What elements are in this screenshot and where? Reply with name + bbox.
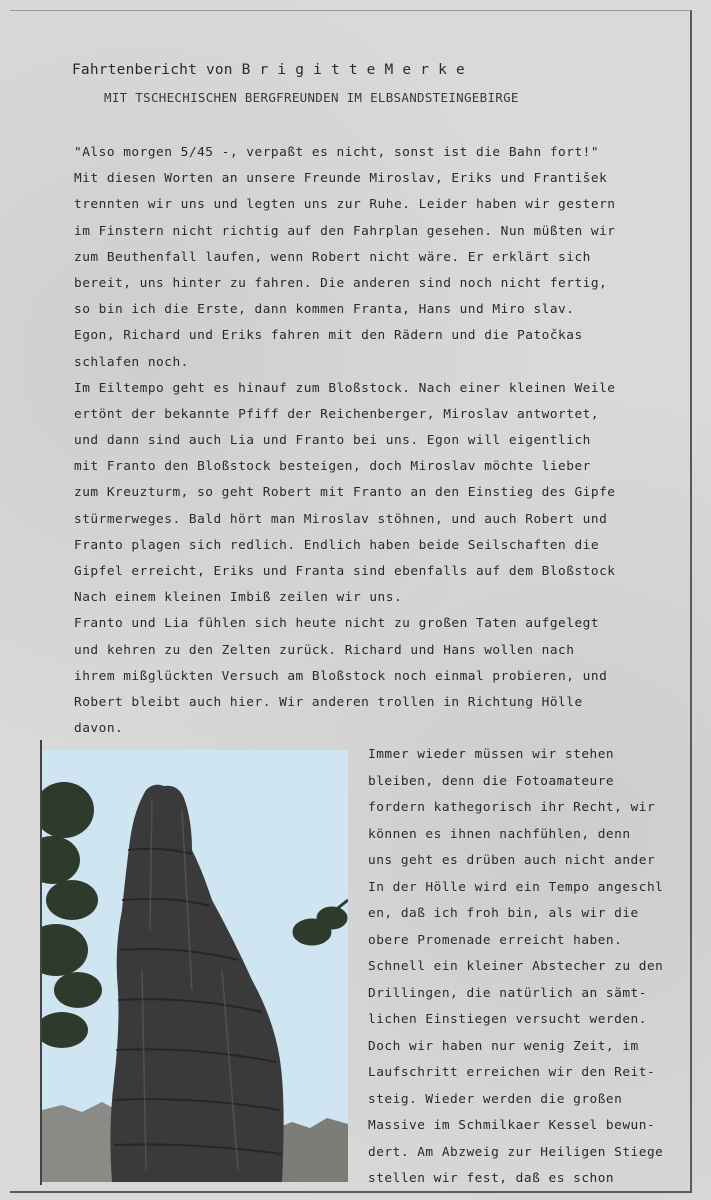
text-line: stürmerweges. Bald hört man Miroslav stöhnen, und auch Robert und [74, 511, 608, 527]
rock-tower-illustration [42, 750, 348, 1182]
text-line: davon. [74, 721, 124, 737]
text-line: dert. Am Abzweig zur Heiligen Stiege [368, 1144, 664, 1160]
text-line: so bin ich die Erste, dann kommen Franta, Hans und Miro slav. [74, 302, 575, 318]
text-line: bereit, uns hinter zu fahren. Die anderen sind noch nicht fertig, [74, 275, 608, 291]
text-line: Drillingen, die natürlich an sämt- [368, 985, 647, 1001]
text-line: mit Franto den Bloßstock besteigen, doch Miroslav möchte lieber [74, 459, 591, 475]
text-line: In der Hölle wird ein Tempo angeschl [368, 879, 664, 895]
rock-tower-photo [42, 750, 348, 1182]
text-line: ihrem mißglückten Versuch am Bloßstock noch einmal probieren, und [74, 668, 608, 684]
text-line: steig. Wieder werden die großen [368, 1091, 623, 1107]
report-author-heading: Fahrtenbericht von B r i g i t t e M e r k e [72, 62, 465, 78]
text-line: Im Eiltempo geht es hinauf zum Bloßstock. Nach einer kleinen Weile [74, 380, 616, 396]
text-line: Immer wieder müssen wir stehen [368, 747, 615, 762]
text-line: Mit diesen Worten an unsere Freunde Miroslav, Eriks und František [74, 171, 608, 187]
text-line: und dann sind auch Lia und Franto bei uns. Egon will eigentlich [74, 433, 591, 449]
text-line: zum Beuthenfall laufen, wenn Robert nicht wäre. Er erklärt sich [74, 249, 591, 265]
text-line: Doch wir haben nur wenig Zeit, im [368, 1038, 639, 1054]
report-title: MIT TSCHECHISCHEN BERGFREUNDEN IM ELBSANDSTEINGEBIRGE [104, 90, 519, 105]
text-line: lichen Einstiegen versucht werden. [368, 1012, 647, 1027]
text-line: uns geht es drüben auch nicht ander [368, 853, 656, 868]
text-line: Schnell ein kleiner Abstecher zu den [368, 959, 664, 974]
text-line: Franto und Lia fühlen sich heute nicht zu großen Taten aufgelegt [74, 616, 600, 632]
text-line: im Finstern nicht richtig auf den Fahrplan gesehen. Nun müßten wir [74, 223, 616, 239]
text-line: ertönt der bekannte Pfiff der Reichenberger, Miroslav antwortet, [74, 406, 600, 422]
report-body [74, 140, 694, 742]
text-line: Laufschritt erreichen wir den Reit- [368, 1065, 656, 1080]
text-line: Nach einem kleinen Imbiß zeilen wir uns. [74, 590, 403, 606]
text-line: stellen wir fest, daß es schon [368, 1171, 615, 1186]
text-line: schlafen noch. [74, 354, 189, 370]
text-line: Egon, Richard und Eriks fahren mit den Rädern und die Patočkas [74, 328, 583, 344]
text-line: fordern kathegorisch ihr Recht, wir [368, 800, 656, 815]
text-line: und kehren zu den Zelten zurück. Richard und Hans wollen nach [74, 642, 575, 658]
text-line: bleiben, denn die Fotoamateure [368, 773, 615, 789]
report-body-column [368, 742, 698, 1193]
text-line: Gipfel erreicht, Eriks und Franta sind ebenfalls auf dem Bloßstock [74, 564, 616, 579]
text-line: obere Promenade erreicht haben. [368, 932, 623, 948]
text-line: Franto plagen sich redlich. Endlich haben beide Seilschaften die [74, 537, 600, 553]
text-line: Robert bleibt auch hier. Wir anderen trollen in Richtung Hölle [74, 694, 583, 710]
text-line: "Also morgen 5/45 -, verpaßt es nicht, sonst ist die Bahn fort!" [74, 145, 600, 160]
text-line: können es ihnen nachfühlen, denn [368, 826, 631, 842]
text-line: trennten wir uns und legten uns zur Ruhe. Leider haben wir gestern [74, 197, 616, 213]
text-line: Massive im Schmilkaer Kessel bewun- [368, 1118, 656, 1133]
text-line: en, daß ich froh bin, als wir die [368, 906, 639, 921]
text-line: zum Kreuzturm, so geht Robert mit Franto an den Einstieg des Gipfe [74, 485, 616, 501]
